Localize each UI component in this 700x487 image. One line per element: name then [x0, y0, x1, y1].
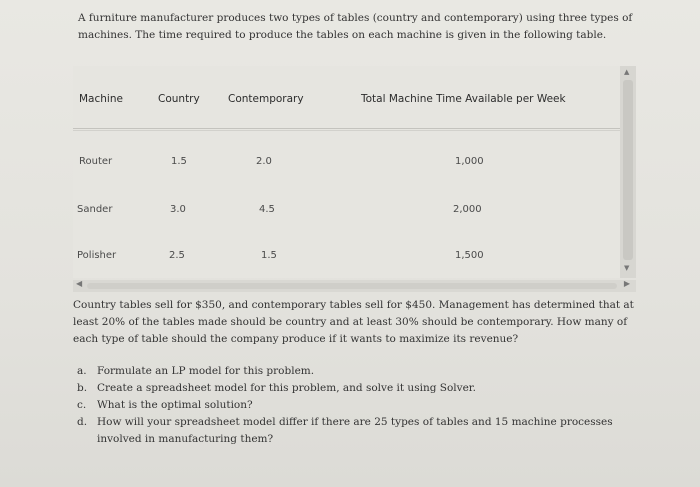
- row-polisher-country: 2.5: [169, 250, 185, 261]
- row-router-contemporary: 2.0: [256, 156, 272, 167]
- vertical-scrollbar[interactable]: [620, 66, 636, 278]
- row-router-country: 1.5: [171, 156, 187, 167]
- question-text: How will your spreadsheet model differ if there are 25 types of tables and 15 machine processes involved in manufacturing them?: [97, 416, 613, 445]
- problem-paragraph: Country tables sell for $350, and contemporary tables sell for $450. Management has determined that at least 20% of the tables made should be country and at least 30% should be contemporary. How many of each type of table should the company produce if it wants to maximize its revenue?: [73, 299, 634, 345]
- list-item: [73, 380, 643, 397]
- list-item: [73, 414, 643, 448]
- question-text: What is the optimal solution?: [97, 399, 253, 411]
- row-sander-country: 3.0: [170, 204, 186, 215]
- scroll-down-icon[interactable]: ▼: [624, 264, 630, 272]
- question-marker: c.: [77, 399, 87, 411]
- row-sander-total: 2,000: [453, 204, 482, 215]
- scroll-up-icon[interactable]: ▲: [624, 68, 630, 76]
- row-polisher-machine: Polisher: [77, 250, 117, 261]
- question-marker: a.: [77, 365, 87, 377]
- machine-time-table: [73, 66, 625, 278]
- row-router-machine: Router: [79, 156, 113, 167]
- header-contemporary: Contemporary: [228, 93, 304, 105]
- list-item: [73, 363, 643, 380]
- row-polisher-contemporary: 1.5: [261, 250, 277, 261]
- question-list: [73, 363, 643, 448]
- question-marker: d.: [77, 416, 88, 428]
- header-total-time: Total Machine Time Available per Week: [361, 93, 566, 105]
- header-country: Country: [158, 93, 200, 105]
- row-router-total: 1,000: [455, 156, 484, 167]
- horizontal-scrollbar[interactable]: [73, 280, 636, 292]
- row-sander-contemporary: 4.5: [259, 204, 275, 215]
- header-divider: [73, 128, 625, 129]
- header-machine: Machine: [79, 93, 123, 105]
- question-text: Formulate an LP model for this problem.: [97, 365, 315, 377]
- header-divider-shadow: [73, 130, 625, 131]
- question-marker: b.: [77, 382, 88, 394]
- row-polisher-total: 1,500: [455, 250, 484, 261]
- vertical-scroll-thumb[interactable]: [623, 80, 633, 260]
- list-item: [73, 397, 643, 414]
- question-text: Create a spreadsheet model for this problem, and solve it using Solver.: [97, 382, 476, 394]
- row-sander-machine: Sander: [77, 204, 113, 215]
- horizontal-scroll-thumb[interactable]: [87, 283, 617, 289]
- scroll-right-icon[interactable]: ▶: [623, 279, 630, 288]
- intro-text: A furniture manufacturer produces two types of tables (country and contemporary) using three types of machines. The time required to produce the tables on each machine is given in the following table.: [78, 12, 633, 41]
- scroll-left-icon[interactable]: ◀: [76, 279, 83, 288]
